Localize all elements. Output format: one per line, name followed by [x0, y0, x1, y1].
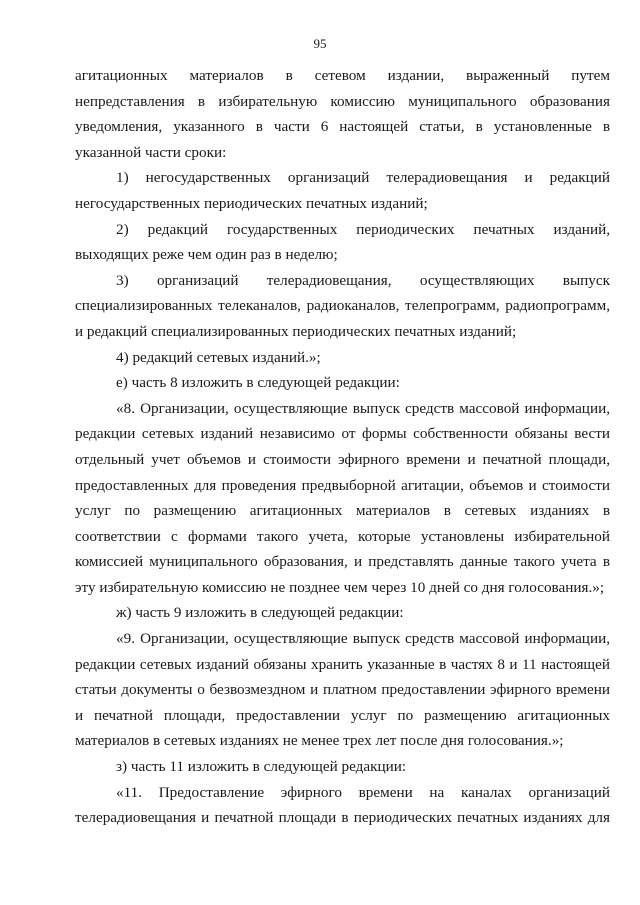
paragraph: 4) редакций сетевых изданий.»; — [116, 348, 321, 366]
document-body — [75, 63, 610, 831]
paragraph: «8. Организации, осуществляющие выпуск средств массовой информации, редакции сетевых изданий независимо от формы собственности обязаны вести отдельный учет объемов и стоимости эфирного времени и печатной площади, предоставленных для проведения предвыборной агитации, объемов и стоимости услуг по размещению агитационных материалов в сетевых изданиях в соответствии с формами такого учета, которые установлены избирательной комиссией муниципального образования, и представлять данные такого учета в эту избирательную комиссию не позднее чем через 10 дней со дня голосования.»; — [75, 399, 610, 596]
paragraph: ж) часть 9 изложить в следующей редакции: — [116, 604, 404, 622]
paragraph: 3) организаций телерадиовещания, осуществляющих выпуск специализированных телеканалов, радиоканалов, телепрограмм, радиопрограмм, и редакций специализированных периодических печатных изданий; — [75, 271, 610, 340]
paragraph: е) часть 8 изложить в следующей редакции: — [116, 374, 400, 392]
paragraph: з) часть 11 изложить в следующей редакции: — [116, 758, 407, 776]
paragraph: «11. Предоставление эфирного времени на каналах организаций телерадиовещания и печатной площади в периодических печатных изданиях для — [75, 783, 610, 827]
paragraph: 2) редакций государственных периодических печатных изданий, выходящих реже чем один раз в неделю; — [75, 220, 610, 264]
page-number: 95 — [313, 36, 327, 51]
paragraph: агитационных материалов в сетевом издании, выраженный путем непредставления в избирательную комиссию муниципального образования уведомления, указанного в части 6 настоящей статьи, в установленные в указанной части сроки: — [75, 67, 610, 161]
paragraph: 1) негосударственных организаций телерадиовещания и редакций негосударственных периодических печатных изданий; — [75, 169, 610, 212]
paragraph: «9. Организации, осуществляющие выпуск средств массовой информации, редакции сетевых изданий обязаны хранить указанные в частях 8 и 11 настоящей статьи документы о безвозмездном и платном предоставлении эфирного времени и печатной площади, предоставлении услуг по размещению агитационных материалов в сетевых изданиях не менее трех лет после дня голосования.»; — [75, 630, 610, 750]
